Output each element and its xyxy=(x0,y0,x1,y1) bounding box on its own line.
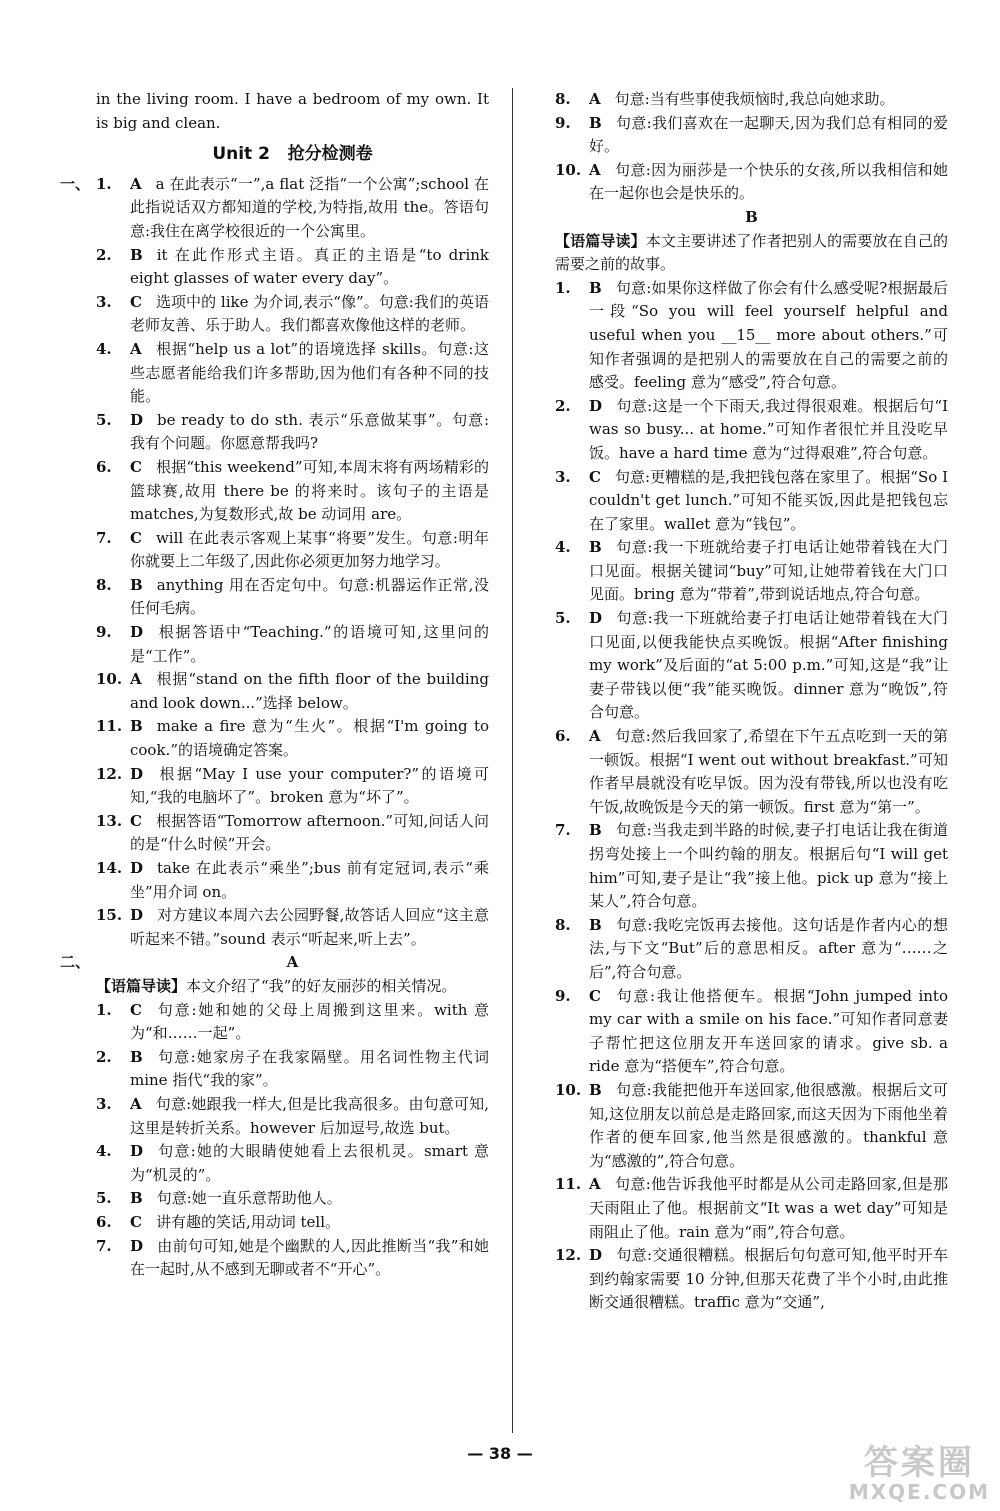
explanation-text: a 在此表示“一”,a flat 泛指“一个公寓”;school 在此指说话双方都知道的学校,为特指,故用 the。答语句意:我住在离学校很近的一个公寓里。 xyxy=(130,174,489,240)
item-number: 6. xyxy=(96,1212,112,1231)
explanation-text: 句意:我一下班就给妻子打电话让她带着钱在大门口见面,以便我能快点买晚饭。根据“After finishing my work”及后面的“at 5:00 p.m.”可知,这是“我”让妻子带钱以便“我”能买晚饭。dinner 意为“晚饭”,符合句意。 xyxy=(589,609,948,722)
intro-text: in the living room. I have a bedroom of my own. It is big and clean. xyxy=(96,90,489,132)
item-number: 8. xyxy=(555,915,571,934)
answer-item xyxy=(555,819,948,913)
explanation-text: 句意:如果你这样做了你会有什么感受呢?根据最后一段“So you will feel yourself helpful and useful when you __15__ more about others.”可知作者强调的是把别人的需要放在自己的需要之前的感受。feeling 意为“感受”,符合句意。 xyxy=(589,278,948,392)
answer-item xyxy=(96,763,489,810)
answer-letter: D xyxy=(589,396,603,415)
answer-item xyxy=(96,456,489,527)
answer-item xyxy=(555,985,948,1079)
answer-item xyxy=(96,1140,489,1187)
item-number: 6. xyxy=(96,457,112,476)
guide-tag: 【语篇导读】 xyxy=(555,231,646,250)
watermark-line2: MXQE.COM xyxy=(848,1480,990,1504)
answer-item xyxy=(96,810,489,857)
item-number: 8. xyxy=(555,90,571,108)
explanation-text: 对方建议本周六去公园野餐,故答话人回应“这主意听起来不错。”sound 表示“听起来,听上去”。 xyxy=(130,906,489,948)
item-number: 9. xyxy=(96,623,112,642)
item-number: 6. xyxy=(555,727,571,746)
answer-letter: B xyxy=(130,1189,143,1208)
item-number: 11. xyxy=(555,1175,582,1194)
answer-letter: D xyxy=(130,906,144,925)
item-number: 5. xyxy=(555,609,571,628)
answer-item xyxy=(96,668,489,715)
explanation-text: 句意:交通很糟糕。根据后句句意可知,他平时开车到约翰家需要 10 分钟,但那天花费了半个小时,由此推断交通很糟糕。traffic 意为“交通”, xyxy=(589,1246,948,1312)
explanation-text: 讲有趣的笑话,用动词 tell。 xyxy=(155,1212,340,1231)
answer-item xyxy=(555,914,948,985)
answer-item xyxy=(96,574,489,621)
answer-letter: A xyxy=(130,670,142,689)
passage-a-guide xyxy=(96,975,489,999)
explanation-text: 句意:然后我回家了,希望在下午五点吃到一天的第一顿饭。根据“I went out without breakfast.”可知作者早晨就没有吃早饭。因为没有带钱,所以也没有吃午饭,故晚饭是今天的第一顿饭。first 意为“第一”。 xyxy=(589,727,948,816)
item-number: 10. xyxy=(555,160,582,179)
page-number: — 38 — xyxy=(467,1444,533,1463)
item-number: 12. xyxy=(96,764,123,783)
passage-a-items xyxy=(96,999,489,1282)
item-number: 14. xyxy=(96,859,123,877)
item-number: 1. xyxy=(96,1000,112,1019)
answer-item xyxy=(96,409,489,456)
answer-item xyxy=(96,1093,489,1140)
answer-letter: D xyxy=(589,609,603,628)
section-two-number: 二、 xyxy=(60,953,91,972)
explanation-text: 句意:她家房子在我家隔壁。用名词性物主代词 mine 指代“我的家”。 xyxy=(130,1047,489,1090)
explanation-text: 句意:当有些事使我烦恼时,我总向她求助。 xyxy=(614,90,895,108)
answer-letter: A xyxy=(589,90,601,108)
passage-a-label: A xyxy=(286,953,299,972)
answer-item xyxy=(96,999,489,1046)
item-number: 5. xyxy=(96,1189,112,1208)
explanation-text: 句意:当我走到半路的时候,妻子打电话让我在街道拐弯处接上一个叫约翰的朋友。根据后句“I will get him”可知,妻子是让“我”接上他。pick up 意为“接上某人”,符合句意。 xyxy=(589,821,948,911)
explanation-text: 根据“help us a lot”的语境选择 skills。句意:这些志愿者能给我们许多帮助,因为他们有各种不同的技能。 xyxy=(130,339,489,406)
answer-letter: C xyxy=(130,811,142,830)
left-column xyxy=(60,88,489,1282)
answer-letter: C xyxy=(130,292,142,311)
answer-letter: D xyxy=(130,1236,144,1255)
answer-letter: C xyxy=(130,1000,142,1019)
answer-letter: B xyxy=(589,1080,602,1099)
item-number: 10. xyxy=(96,670,123,689)
section-one-number: 一、 xyxy=(60,174,91,193)
item-number: 4. xyxy=(96,1142,112,1161)
item-number: 7. xyxy=(96,1236,112,1255)
right-column xyxy=(555,88,948,1315)
answer-letter: B xyxy=(130,245,143,264)
answer-letter: C xyxy=(130,1212,142,1231)
answer-letter: A xyxy=(589,1175,601,1194)
section-two xyxy=(60,951,489,975)
watermark-logo xyxy=(848,1443,990,1504)
answer-item xyxy=(96,1235,489,1282)
item-number: 4. xyxy=(555,538,571,557)
answer-item xyxy=(555,112,948,159)
answer-item xyxy=(555,159,948,206)
item-number: 5. xyxy=(96,410,112,429)
answer-item xyxy=(96,338,489,409)
answer-letter: A xyxy=(130,174,142,193)
answer-item xyxy=(96,1187,489,1211)
answer-letter: B xyxy=(130,1047,143,1066)
item-number: 12. xyxy=(555,1246,582,1265)
passage-a-items-cont xyxy=(555,88,948,206)
passage-b-label: B xyxy=(745,207,758,226)
explanation-text: it 在此作形式主语。真正的主语是“to drink eight glasses of water every day”。 xyxy=(130,245,489,288)
answer-item xyxy=(96,1046,489,1093)
explanation-text: 句意:她一直乐意帮助他人。 xyxy=(156,1189,342,1208)
answer-letter: C xyxy=(589,467,601,486)
item-number: 15. xyxy=(96,906,123,925)
explanation-text: 根据“May I use your computer?”的语境可知,“我的电脑坏了”。broken 意为“坏了”。 xyxy=(130,764,489,807)
explanation-text: 句意:我吃完饭再去接他。这句话是作者内心的想法,与下文“But”后的意思相反。after 意为“……之后”,符合句意。 xyxy=(589,915,948,981)
explanation-text: 句意:我能把他开车送回家,他很感激。根据后文可知,这位朋友以前总是走路回家,而这天因为下雨他坐着作者的便车回家,他当然是很感激的。thankful 意为“感激的”,符合句意。 xyxy=(589,1080,948,1170)
answer-letter: B xyxy=(589,538,602,557)
answer-item xyxy=(96,291,489,338)
answer-letter: D xyxy=(130,410,144,429)
item-number: 3. xyxy=(96,292,112,311)
answer-item xyxy=(555,88,948,112)
column-divider xyxy=(512,88,513,1433)
explanation-text: 句意:因为丽莎是一个快乐的女孩,所以我相信和她在一起你也会是快乐的。 xyxy=(589,160,948,203)
item-number: 2. xyxy=(96,1047,112,1066)
item-number: 10. xyxy=(555,1080,582,1099)
explanation-text: will 在此表示客观上某事“将要”发生。句意:明年你就要上二年级了,因此你必须更加努力地学习。 xyxy=(130,528,489,571)
explanation-text: 句意:我一下班就给妻子打电话让她带着钱在大门口见面。根据关键词“buy”可知,让她带着钱在大门口见面。bring 意为“带着”,带到说话地点,符合句意。 xyxy=(589,538,948,604)
item-number: 7. xyxy=(96,528,112,547)
item-number: 11. xyxy=(96,717,123,736)
item-number: 9. xyxy=(555,113,571,132)
explanation-text: 由前句可知,她是个幽默的人,因此推断当“我”和她在一起时,从不感到无聊或者不“开心”。 xyxy=(130,1236,489,1279)
answer-item xyxy=(96,857,489,904)
item-number: 8. xyxy=(96,575,112,594)
explanation-text: 句意:这是一个下雨天,我过得很艰难。根据后句“I was so busy... at home.”可知作者很忙并且没吃早饭。have a hard time 意为“过得艰难”,符合句意。 xyxy=(589,396,948,462)
passage-b-guide xyxy=(555,230,948,277)
answer-letter: B xyxy=(589,821,602,840)
unit-title-cn: 抢分检测卷 xyxy=(287,144,373,165)
answer-letter: B xyxy=(589,278,602,297)
item-number: 2. xyxy=(555,396,571,415)
answer-item xyxy=(555,607,948,725)
answer-item xyxy=(555,536,948,607)
explanation-text: 根据“this weekend”可知,本周末将有两场精彩的篮球赛,故用 there be 的将来时。该句子的主语是 matches,为复数形式,故 be 动词用 are。 xyxy=(130,457,489,524)
answer-item xyxy=(555,1173,948,1244)
answer-item xyxy=(96,173,489,244)
guide-tag: 【语篇导读】 xyxy=(96,976,187,995)
answer-item xyxy=(555,725,948,819)
item-number: 1. xyxy=(96,174,112,193)
unit-title-en: Unit 2 xyxy=(212,144,270,165)
answer-item xyxy=(96,1211,489,1235)
answer-item xyxy=(96,527,489,574)
answer-item xyxy=(555,466,948,537)
answer-letter: A xyxy=(589,727,601,746)
answer-letter: D xyxy=(130,1142,144,1161)
explanation-text: take 在此表示“乘坐”;bus 前有定冠词,表示“乘坐”用介词 on。 xyxy=(130,859,489,901)
answer-item xyxy=(555,1244,948,1315)
item-number: 13. xyxy=(96,811,123,830)
explanation-text: 句意:她的大眼睛使她看上去很机灵。smart 意为“机灵的”。 xyxy=(130,1142,489,1184)
answer-letter: D xyxy=(130,623,144,642)
item-number: 3. xyxy=(96,1094,112,1113)
answer-item xyxy=(96,621,489,668)
answer-letter: B xyxy=(589,113,602,132)
answer-item xyxy=(96,904,489,951)
explanation-text: make a fire 意为“生火”。根据“I'm going to cook.”的语境确定答案。 xyxy=(130,717,489,760)
explanation-text: 句意:更糟糕的是,我把钱包落在家里了。根据“So I couldn't get lunch.”可知不能买饭,因此是把钱包忘在了家里。wallet 意为“钱包”。 xyxy=(589,467,948,533)
explanation-text: 句意:我们喜欢在一起聊天,因为我们总有相同的爱好。 xyxy=(589,113,948,156)
explanation-text: 根据答语中“Teaching.”的语境可知,这里问的是“工作”。 xyxy=(130,623,489,665)
passage-b-items xyxy=(555,277,948,1315)
answer-letter: D xyxy=(130,764,144,783)
item-number: 7. xyxy=(555,821,571,840)
answer-item xyxy=(555,1079,948,1173)
guide-text: 本文介绍了“我”的好友丽莎的相关情况。 xyxy=(186,976,457,995)
guide-text: 本文主要讲述了作者把别人的需要放在自己的需要之前的故事。 xyxy=(555,231,948,274)
explanation-text: anything 用在否定句中。句意:机器运作正常,没任何毛病。 xyxy=(130,575,489,618)
unit-title xyxy=(96,143,489,167)
answer-item xyxy=(555,395,948,466)
explanation-text: 根据“stand on the fifth floor of the building and look down...”选择 below。 xyxy=(130,670,489,712)
item-number: 1. xyxy=(555,278,571,297)
explanation-text: 句意:她跟我一样大,但是比我高很多。由句意可知,这里是转折关系。however 后加逗号,故选 but。 xyxy=(130,1094,489,1137)
item-number: 2. xyxy=(96,245,112,264)
answer-item xyxy=(96,715,489,762)
item-number: 3. xyxy=(555,467,571,486)
answer-item xyxy=(555,277,948,395)
answer-letter: B xyxy=(589,915,602,934)
answer-item xyxy=(96,244,489,291)
answer-letter: C xyxy=(130,457,142,476)
answer-letter: A xyxy=(130,1094,142,1113)
watermark-line1: 答案圈 xyxy=(863,1443,975,1484)
answer-letter: A xyxy=(130,339,142,358)
section-one-items xyxy=(96,173,489,952)
item-number: 4. xyxy=(96,339,112,358)
explanation-text: 句意:我让他搭便车。根据“John jumped into my car with a smile on his face.”可知作者同意妻子帮忙把这位朋友开车送回家的请求。give sb. a ride 意为“搭便车”,符合句意。 xyxy=(589,986,948,1076)
answer-letter: C xyxy=(130,528,142,547)
answer-letter: D xyxy=(589,1246,603,1265)
answer-letter: D xyxy=(130,859,144,877)
item-number: 9. xyxy=(555,986,571,1005)
explanation-text: 选项中的 like 为介词,表示“像”。句意:我们的英语老师友善、乐于助人。我们都喜欢像他这样的老师。 xyxy=(130,292,489,335)
section-one xyxy=(60,173,489,952)
explanation-text: 句意:他告诉我他平时都是从公司走路回家,但是那天雨阻止了他。根据前文“It was a wet day”可知是雨阻止了他。rain 意为“雨”,符合句意。 xyxy=(589,1175,948,1241)
answer-letter: C xyxy=(589,986,601,1005)
explanation-text: be ready to do sth. 表示“乐意做某事”。句意:我有个问题。你愿意帮我吗? xyxy=(130,410,489,453)
answer-letter: A xyxy=(589,160,601,179)
answer-letter: B xyxy=(130,717,143,736)
answer-letter: B xyxy=(130,575,143,594)
explanation-text: 句意:她和她的父母上周搬到这里来。with 意为“和……一起”。 xyxy=(130,1000,489,1043)
explanation-text: 根据答语“Tomorrow afternoon.”可知,问话人问的是“什么时候”开会。 xyxy=(130,811,489,854)
